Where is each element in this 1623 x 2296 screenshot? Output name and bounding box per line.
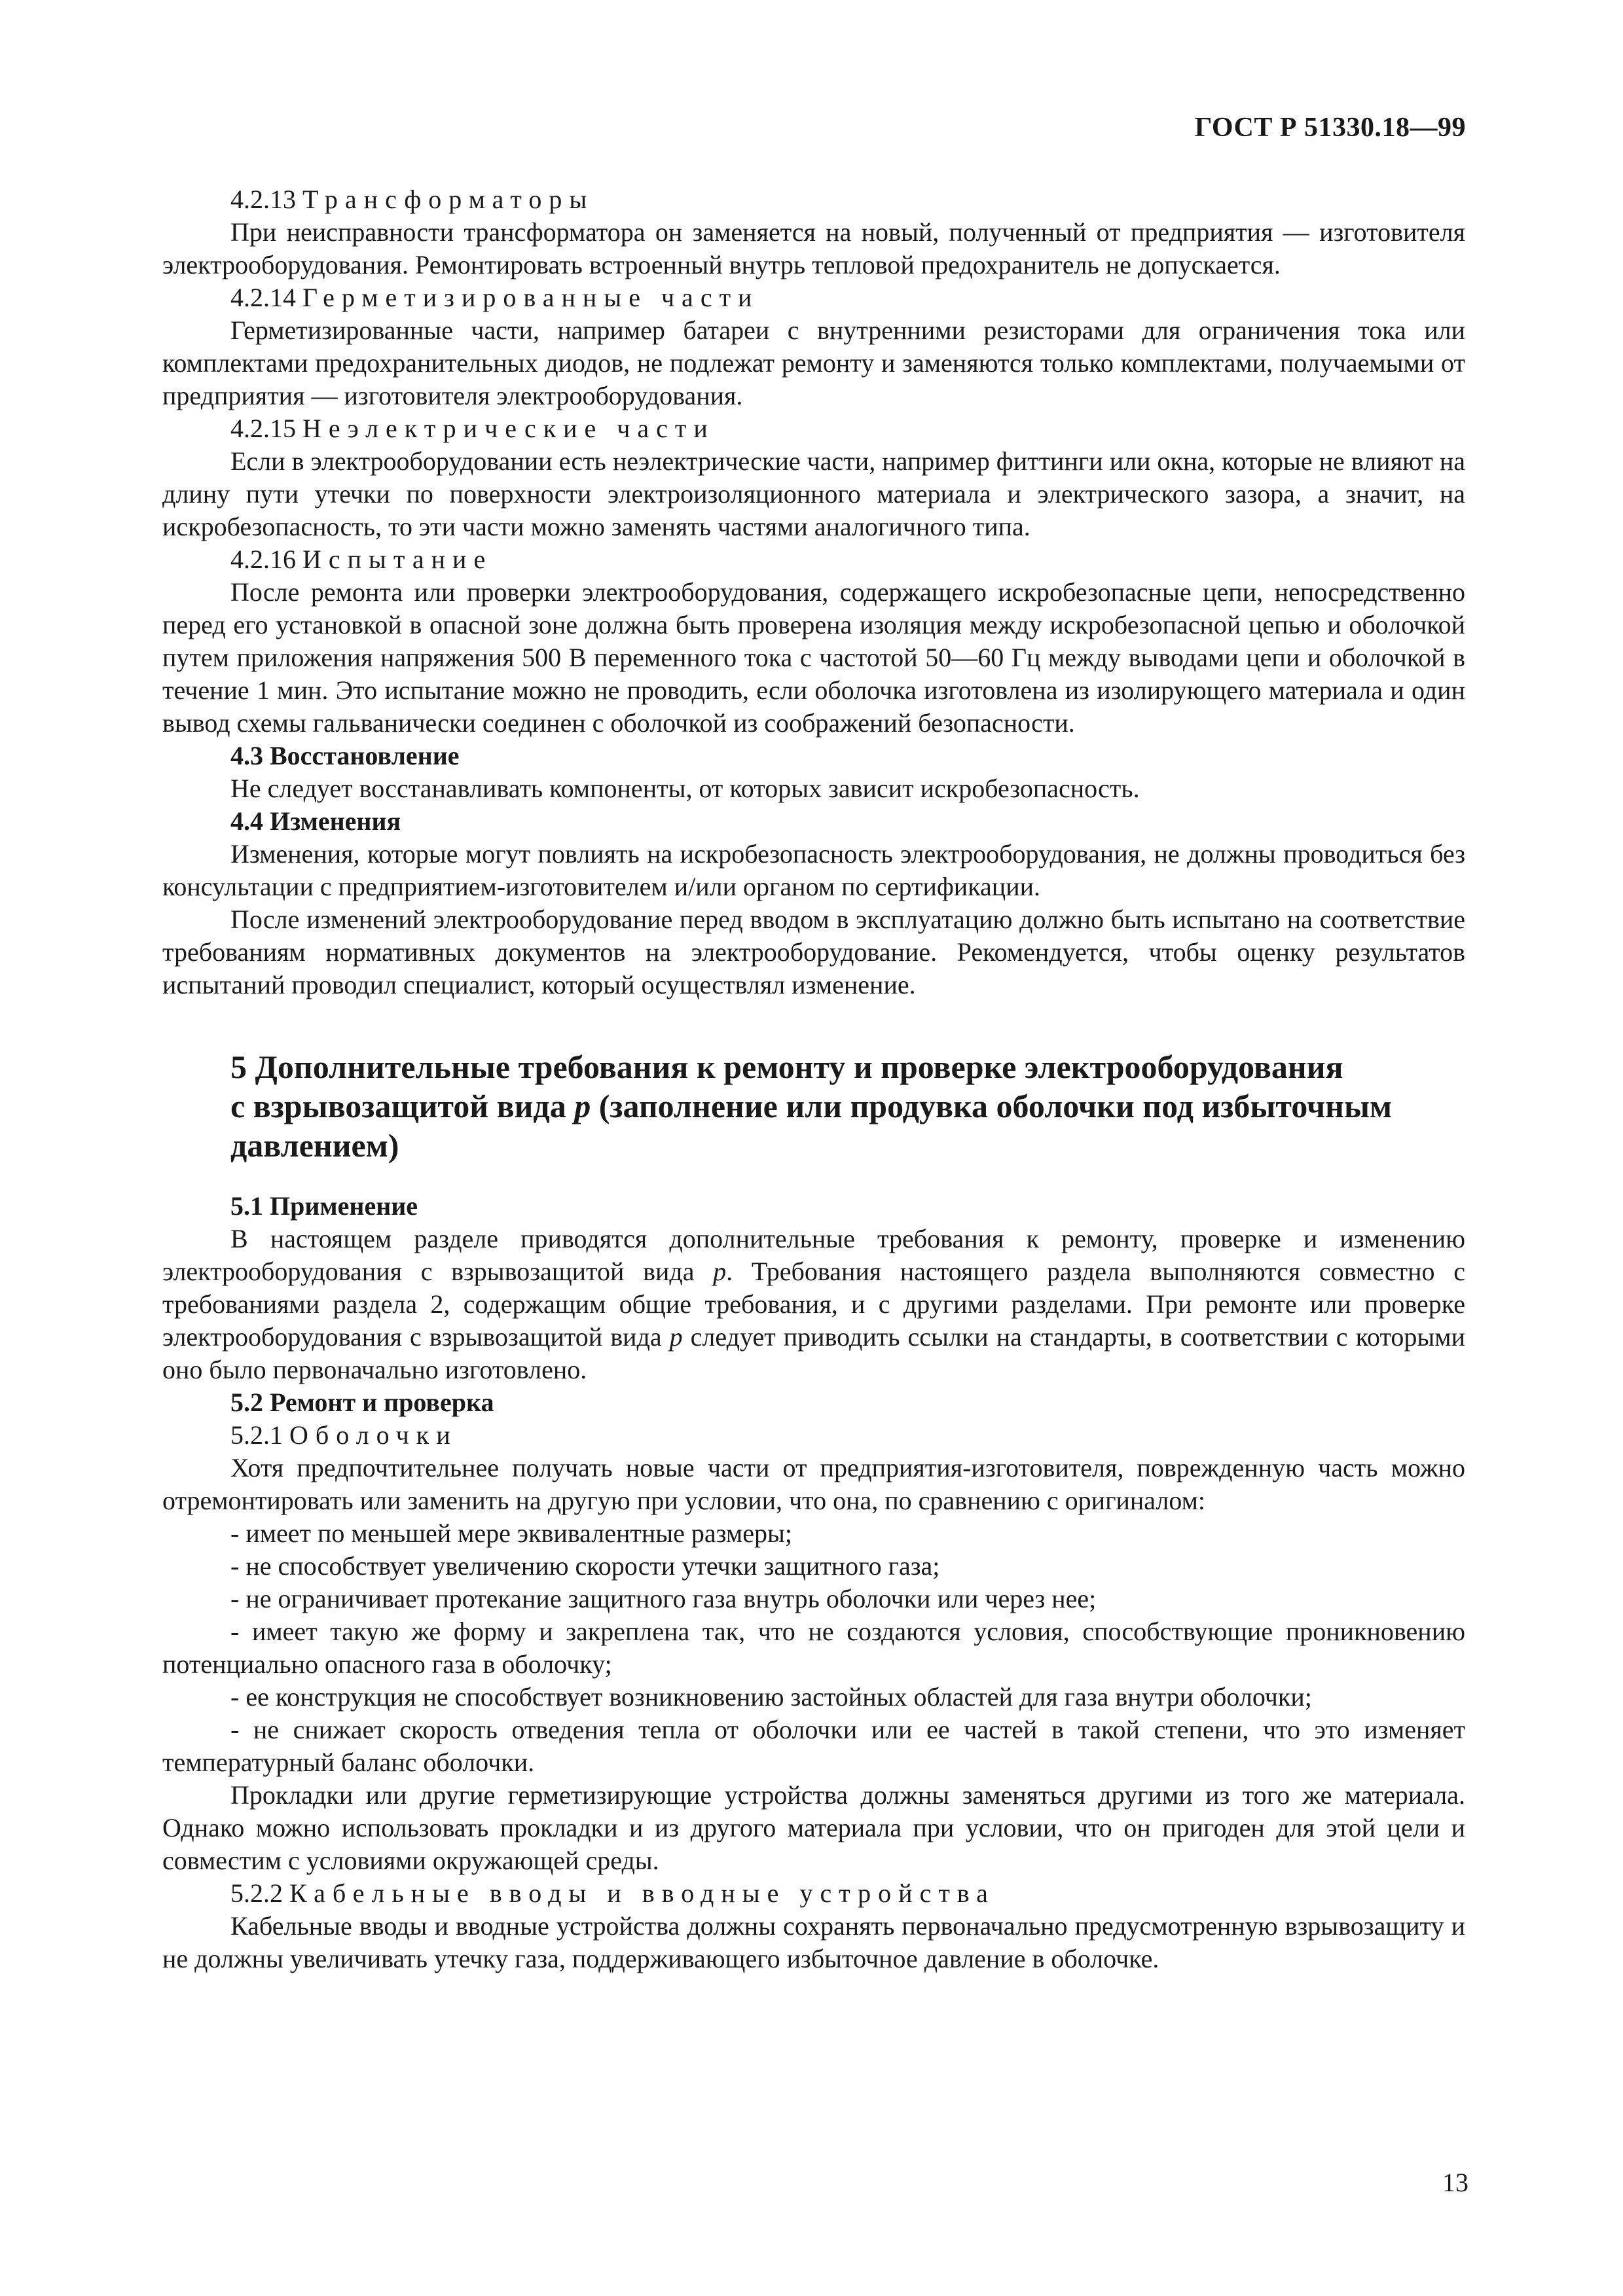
italic-text: p (669, 1322, 683, 1352)
subsection-number: 4.2.14 (230, 283, 302, 312)
heading-text: с взрывозащитой вида (230, 1088, 575, 1124)
heading-italic: p (574, 1088, 591, 1124)
subsection-number: 5.2.1 (230, 1420, 289, 1450)
subsection-5-2-1-heading (162, 1419, 1465, 1452)
italic-text: p (713, 1257, 727, 1286)
section-heading-line: 5 Дополнительные требования к ремонту и проверке электрооборудования (230, 1049, 1343, 1085)
list-item: - не способствует увеличению скорости утечки защитного газа; (230, 1551, 940, 1581)
paragraph: После изменений электрооборудование перед вводом в эксплуатацию должно быть испытано на соответствие требованиям нормативных документов на электрооборудование. Рекомендуется, чтобы оценку результатов испытаний проводил специалист, который осуществлял изменение. (162, 905, 1465, 999)
paragraph: Прокладки или другие герметизирующие устройства должны заменяться другими из того же материала. Однако можно использовать прокладки и из другого материала при условии, что он пригоден для этой цели и совместим с условиями окружающей среды. (162, 1780, 1465, 1875)
paragraph (162, 1223, 1465, 1386)
subsection-4-2-16-heading (162, 543, 1465, 576)
subsection-4-2-13-heading (162, 183, 1465, 216)
section-5-heading (230, 1047, 1465, 1165)
document-header: ГОСТ Р 51330.18—99 (1194, 113, 1466, 143)
paragraph: Не следует восстанавливать компоненты, от которых зависит искробезопасность. (230, 774, 1140, 803)
subsection-title: Трансформаторы (302, 185, 594, 214)
subsection-title: Оболочки (289, 1420, 458, 1450)
paragraph: После ремонта или проверки электрооборудования, содержащего искробезопасные цепи, непосредственно перед его установкой в опасной зоне должна быть проверена изоляция между искробезопасной цепью и оболочкой путем приложения напряжения 500 В переменного тока с частотой 50—60 Гц между выводами цепи и оболочкой в течение 1 мин. Это испытание можно не проводить, если оболочка изготовлена из изолирующего материала и один вывод схемы гальванически соединен с оболочкой из соображений безопасности. (162, 577, 1465, 738)
subsection-title: Герметизированные части (302, 283, 759, 312)
heading-text: (заполнение или продувка оболочки под избыточным (591, 1088, 1393, 1124)
subsection-5-2-2-heading (162, 1877, 1465, 1910)
subsection-title: Неэлектрические части (302, 414, 715, 443)
paragraph: Если в электрооборудовании есть неэлектрические части, например фиттинги или окна, которые не влияют на длину пути утечки по поверхности электроизоляционного материала и электрического зазора, а значит, на искробезопасность, то эти части можно заменять частями аналогичного типа. (162, 446, 1465, 541)
list-item: - не ограничивает протекание защитного газа внутрь оболочки или через нее; (230, 1584, 1097, 1613)
subsection-number: 4.2.16 (230, 545, 302, 574)
paragraph: Герметизированные части, например батареи с внутренними резисторами для ограничения тока или комплектами предохранительных диодов, не подлежат ремонту и заменяются только комплектами, получаемыми от предприятия — изготовителя электрооборудования. (162, 315, 1465, 410)
section-heading-line: давлением) (230, 1127, 399, 1164)
subsection-number: 4.2.15 (230, 414, 302, 443)
subsection-4-2-14-heading (162, 281, 1465, 314)
document-body (162, 183, 1465, 1975)
subsection-4-3-heading: 4.3 Восстановление (230, 741, 460, 770)
subsection-5-2-heading: 5.2 Ремонт и проверка (230, 1388, 494, 1417)
text: . Требования настоящего раздела выполняются совместно с требованиями раздела 2, содержащим общие требования, и с другими разделами. При ремонте или проверке электрооборудования с взрывозащитой вида (162, 1257, 1465, 1352)
subsection-title: Кабельные вводы и вводные устройства (289, 1878, 995, 1908)
list-item: - ее конструкция не способствует возникновению застойных областей для газа внутри оболочки; (230, 1682, 1312, 1712)
paragraph: Изменения, которые могут повлиять на искробезопасность электрооборудования, не должны проводиться без консультации с предприятием-изготовителем и/или органом по сертификации. (162, 839, 1465, 901)
subsection-number: 5.2.2 (230, 1878, 289, 1908)
subsection-4-4-heading: 4.4 Изменения (230, 806, 401, 836)
paragraph: Кабельные вводы и вводные устройства должны сохранять первоначально предусмотренную взрывозащиту и не должны увеличивать утечку газа, поддерживающего избыточное давление в оболочке. (162, 1911, 1465, 1973)
list-item: - не снижает скорость отведения тепла от оболочки или ее частей в такой степени, что это изменяет температурный баланс оболочки. (162, 1715, 1465, 1777)
subsection-title: Испытание (302, 545, 493, 574)
subsection-4-2-15-heading (162, 412, 1465, 445)
subsection-number: 4.2.13 (230, 185, 302, 214)
list-item: - имеет по меньшей мере эквивалентные размеры; (230, 1518, 792, 1548)
page-number: 13 (1442, 2168, 1468, 2197)
subsection-5-1-heading: 5.1 Применение (230, 1191, 418, 1221)
list-item: - имеет такую же форму и закреплена так, что не создаются условия, способствующие проникновению потенциально опасного газа в оболочку; (162, 1617, 1465, 1679)
paragraph: При неисправности трансформатора он заменяется на новый, полученный от предприятия — изготовителя электрооборудования. Ремонтировать встроенный внутрь тепловой предохранитель не допускается. (162, 217, 1465, 279)
section-heading-line (230, 1086, 1465, 1126)
text: В настоящем разделе приводятся дополнительные требования к ремонту, проверке и изменению электрооборудования с взрывозащитой вида (162, 1224, 1465, 1286)
text: следует приводить ссылки на стандарты, в соответствии с которыми оно было первоначально изготовлено. (162, 1322, 1466, 1384)
paragraph: Хотя предпочтительнее получать новые части от предприятия-изготовителя, поврежденную часть можно отремонтировать или заменить на другую при условии, что она, по сравнению с оригиналом: (162, 1453, 1465, 1515)
